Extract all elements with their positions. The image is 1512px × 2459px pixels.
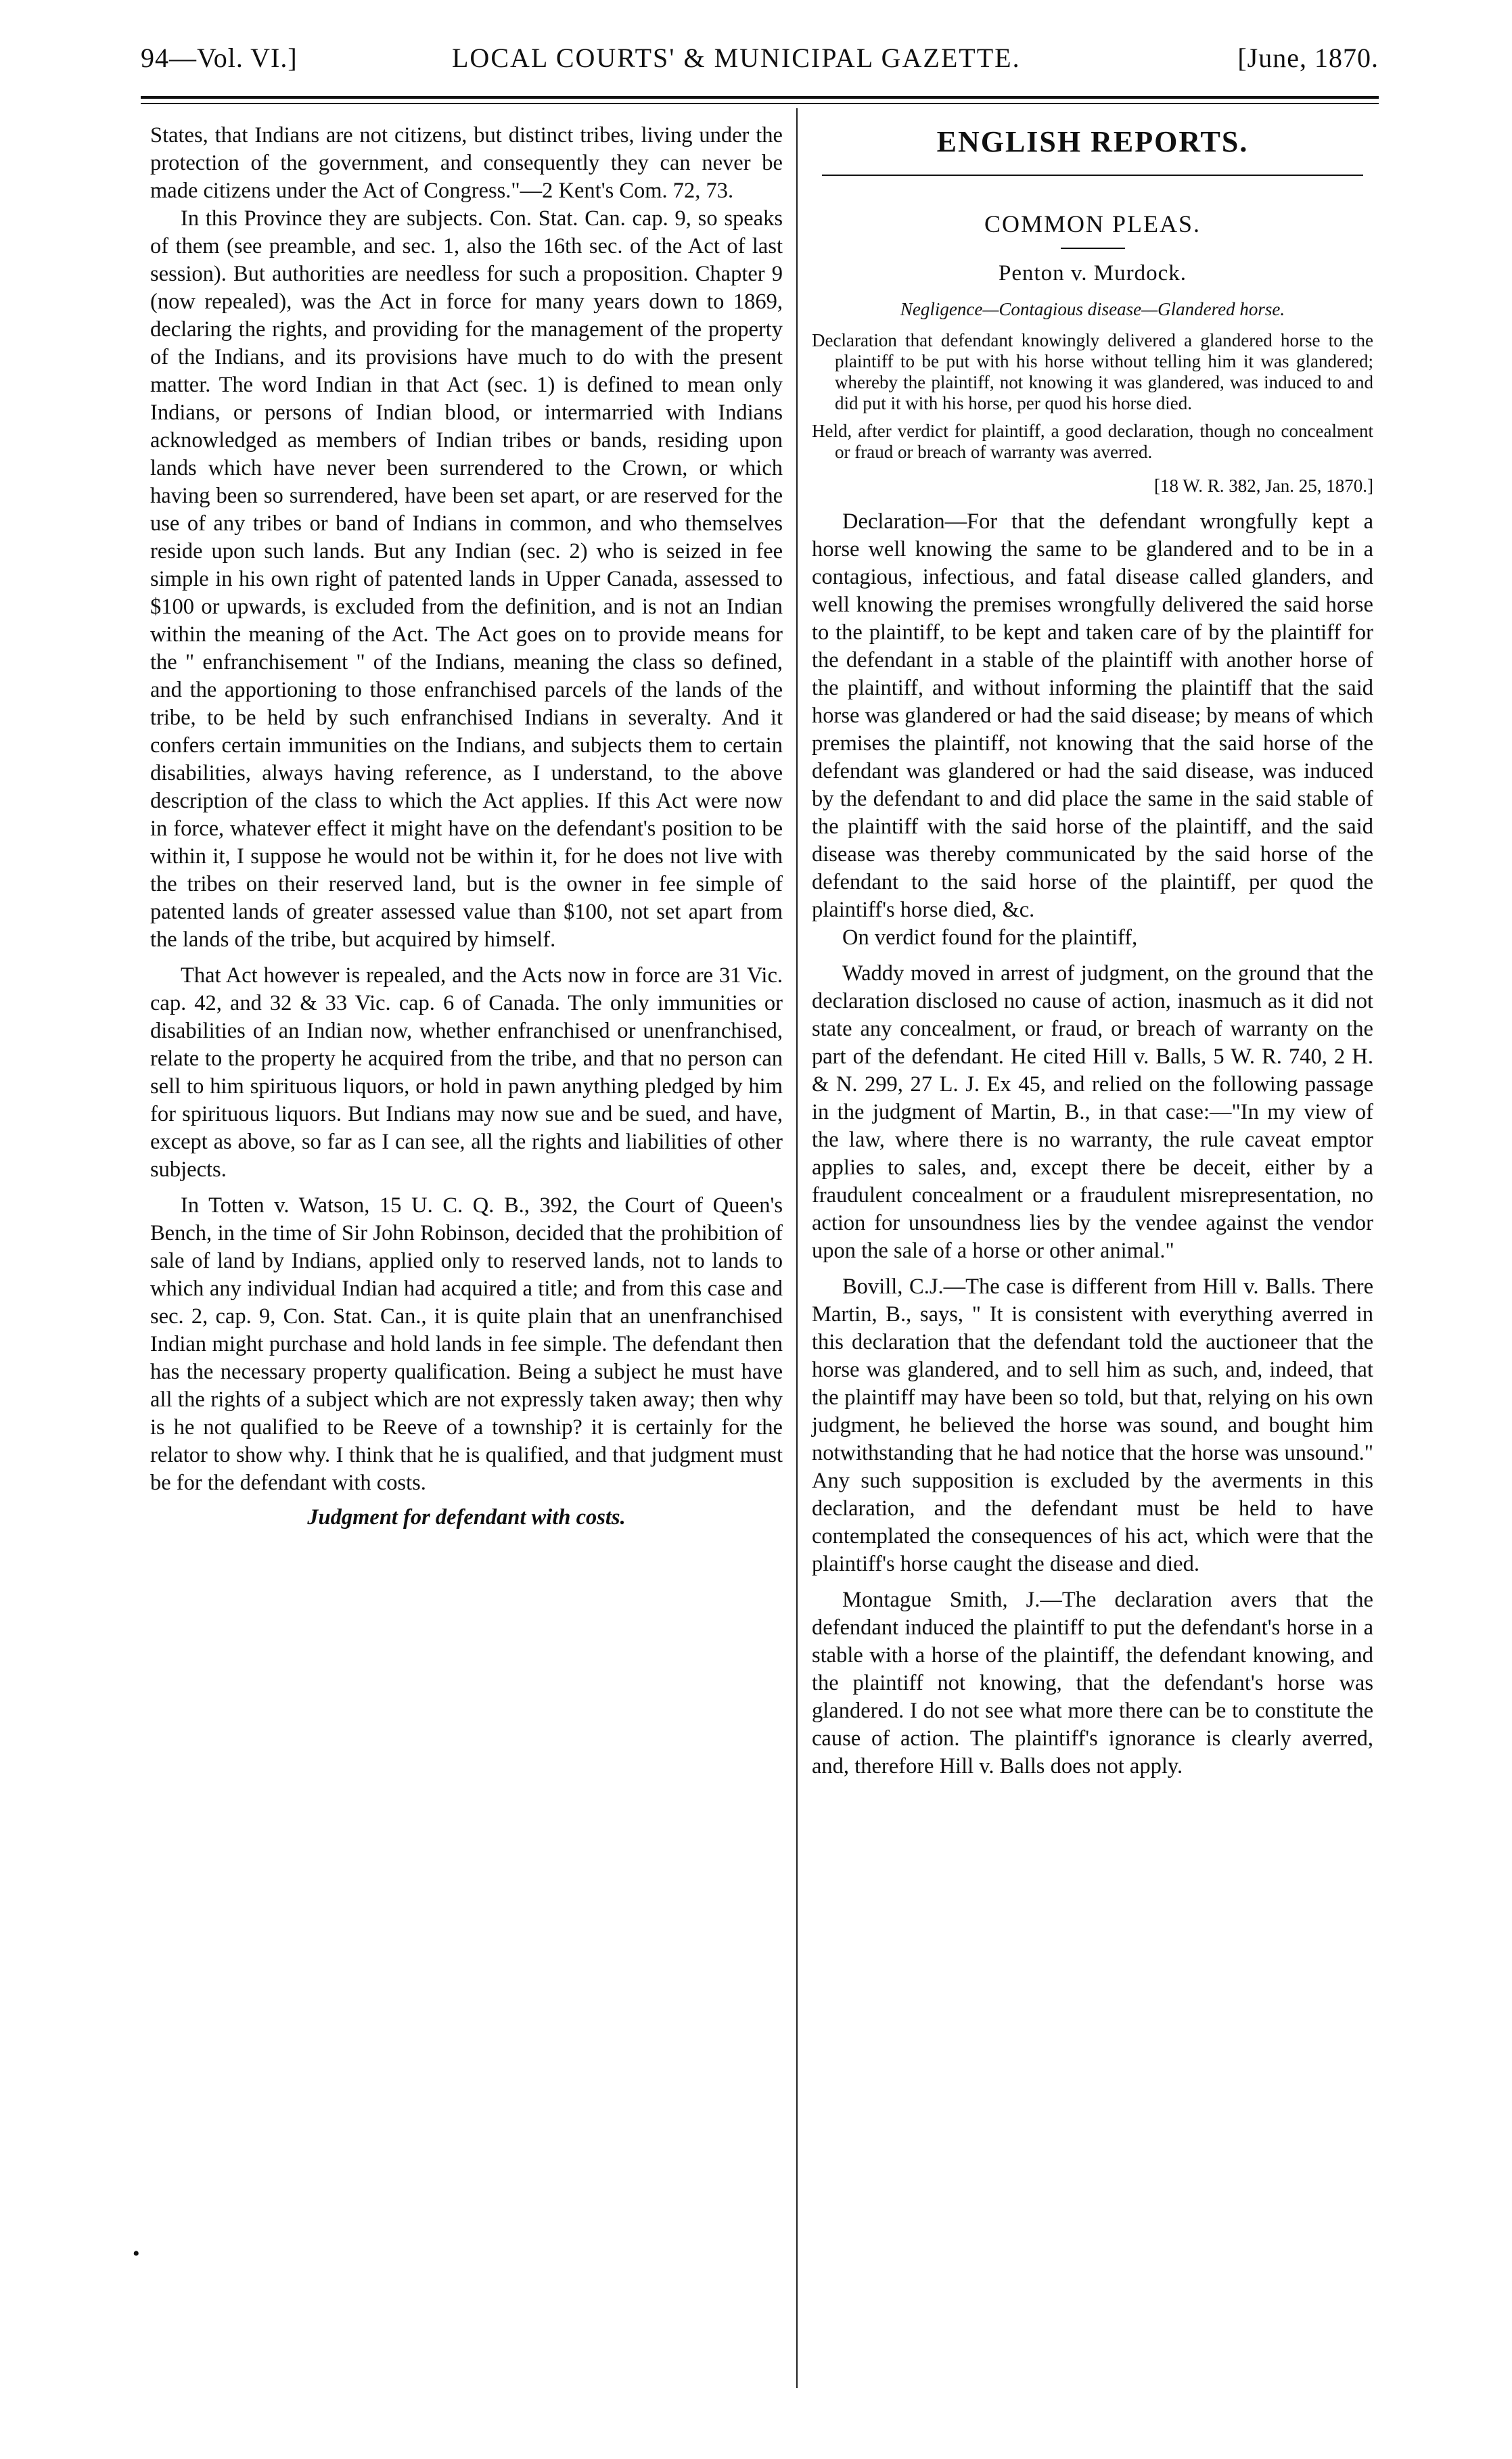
- headnote-held: Held, after verdict for plaintiff, a good declaration, though no concealment or fraud or breach of warranty was averred.: [812, 421, 1373, 462]
- header-rule-thick: [141, 96, 1379, 99]
- left-paragraph-4: In Totten v. Watson, 15 U. C. Q. B., 392, the Court of Queen's Bench, in the time of Sir John Robinson, decided that the prohibition of sale of land by Indians, applied only to reserved lands, not to lands to which any individual Indian had acquired a title; and from this case and sec. 2, cap. 9, Con. Stat. Can., it is quite plain that an unenfranchised Indian might purchase and hold lands in fee simple. The defendant then has the necessary property qualification. Being a subject he must have all the rights of a subject which are not expressly taken away; then why is he not qualified to be Reeve of a township? it is certainly for the relator to show why. I think that he is qualified, and that judgment must be for the defendant with costs.: [150, 1193, 783, 1495]
- header-rule-thin: [141, 103, 1379, 104]
- court-rule: [1061, 248, 1125, 249]
- left-paragraph-1: States, that Indians are not citizens, but distinct tribes, living under the protection of the government, and consequently they can never be made citizens under the Act of Congress."—2 Kent's Com. 72, 73.: [150, 123, 783, 203]
- right-paragraph-5: Montague Smith, J.—The declaration avers that the defendant induced the plaintiff to put the defendant's horse in a stable with a horse of the plaintiff, the defendant knowing, and the plaintiff not knowing, that the defendant's horse was glandered. I do not see what more there can be to constitute the cause of action. The plaintiff's ignorance is clearly averred, and, therefore Hill v. Balls does not apply.: [812, 1588, 1373, 1778]
- header-date: [June, 1870.: [1237, 43, 1379, 73]
- right-paragraph-2: On verdict found for the plaintiff,: [842, 925, 1138, 950]
- section-title: ENGLISH REPORTS.: [936, 125, 1249, 158]
- left-paragraph-3: That Act however is repealed, and the Acts now in force are 31 Vic. cap. 42, and 32 & 33 Vic. cap. 6 of Canada. The only immunities or disabilities of an Indian now, whether enfranchised or unenfranchised, relate to the property he acquired from the tribe, and that no person can sell to him spirituous liquors, or hold in pawn anything pledged by him for spirituous liquors. But Indians may now sue and be sued, and have, except as above, so far as I can see, all the rights and liabilities of other subjects.: [150, 963, 783, 1182]
- header-volume-page: 94—Vol. VI.]: [141, 43, 298, 73]
- right-paragraph-1: Declaration—For that the defendant wrongfully kept a horse well knowing the same to be glandered and to be in a contagious, infectious, and fatal disease called glanders, and well knowing the premises wrongfully delivered the said horse to the plaintiff, to be kept and taken care of by the plaintiff for the defendant in a stable of the plaintiff with another horse of the plaintiff, and without informing the plaintiff that the said horse was glandered or had the said disease; by means of which premises the plaintiff, not knowing that the said horse of the defendant was glandered or had the said disease, was induced by the defendant to and did place the same in the said stable of the plaintiff with the said horse of the plaintiff, and the said disease was thereby communicated by the said horse of the defendant to the said horse of the plaintiff, per quod the plaintiff's horse died, &c.: [812, 509, 1373, 922]
- right-column: [812, 122, 1373, 1780]
- headnote-declaration: Declaration that defendant knowingly delivered a glandered horse to the plaintiff to be put with his horse without telling him it was glandered; whereby the plaintiff, not knowing it was glandered, was induced to and did put it with his horse, per quod his horse died.: [812, 330, 1373, 413]
- right-paragraph-3: Waddy moved in arrest of judgment, on the ground that the declaration disclosed no cause of action, inasmuch as it did not state any concealment, or fraud, or breach of warranty on the part of the defendant. He cited Hill v. Balls, 5 W. R. 740, 2 H. & N. 299, 27 L. J. Ex 45, and relied on the following passage in the judgment of Martin, B., in that case:—"In my view of the law, where there is no warranty, the rule caveat emptor applies to sales, and, except there be deceit, either by a fraudulent concealment or a fraudulent misrepresentation, no action for unsoundness lies by the vendee against the vendor upon the sale of a horse or other animal.": [812, 961, 1373, 1263]
- left-column: [150, 122, 783, 1532]
- margin-mark: •: [133, 2243, 140, 2265]
- column-divider: [796, 108, 798, 2388]
- case-citation: [18 W. R. 382, Jan. 25, 1870.]: [1154, 476, 1373, 496]
- right-paragraph-4: Bovill, C.J.—The case is different from Hill v. Balls. There Martin, B., says, " It is consistent with everything averred in this declaration that the defendant told the auctioneer that the horse was glandered, and to sell him as such, and, indeed, that the plaintiff may have been so told, but that, relying on his own judgment, he believed the horse was sound, and bought him notwithstanding that he had notice that the horse was unsound." Any such supposition is excluded by the averments in this declaration, and the defendant must be held to have contemplated the consequences of his act, which were that the plaintiff's horse caught the disease and died.: [812, 1274, 1373, 1576]
- left-paragraph-2: In this Province they are subjects. Con. Stat. Can. cap. 9, so speaks of them (see preamble, and sec. 1, also the 16th sec. of the Act of last session). But authorities are needless for such a proposition. Chapter 9 (now repealed), was the Act in force for many years down to 1869, declaring the rights, and providing for the management of the property of the Indians, and its provisions have much to do with the present matter. The word Indian in that Act (sec. 1) is defined to mean only Indians, or persons of Indian blood, or intermarried with Indians acknowledged as members of Indian tribes or bands, residing upon lands which have never been surrendered to the Crown, or which having been so surrendered, have been set apart, or are reserved for the use of any tribes or band of Indians in common, and who themselves reside upon such lands. But any Indian (sec. 2) who is seized in fee simple in his own right of patented lands in Upper Canada, assessed to $100 or upwards, is excluded from the definition, and is not an Indian within the meaning of the Act. The Act goes on to provide means for the " enfranchisement " of the Indians, meaning the class so defined, and the apportioning to those enfranchised parcels of the lands of the tribe, to be held by such enfranchised Indians in severalty. And it confers certain immunities on the Indians, and subjects them to certain disabilities, always having reference, as I understand, to the above description of the class to which the Act applies. If this Act were now in force, whatever effect it might have on the defendant's position to be within it, I suppose he would not be within it, for he does not live with the tribes on their reserved land, but is the owner in fee simple of patented lands of greater assessed value than $100, not set apart from the lands of the tribe, but acquired by himself.: [150, 206, 783, 952]
- judgment-line: Judgment for defendant with costs.: [307, 1505, 626, 1530]
- section-rule: [822, 175, 1363, 176]
- case-subject: Negligence—Contagious disease—Glandered horse.: [900, 299, 1285, 319]
- header-publication-title: LOCAL COURTS' & MUNICIPAL GAZETTE.: [452, 43, 1021, 73]
- running-header: [141, 42, 1379, 83]
- case-title: Penton v. Murdock.: [998, 261, 1187, 285]
- court-name: COMMON PLEAS.: [984, 210, 1201, 237]
